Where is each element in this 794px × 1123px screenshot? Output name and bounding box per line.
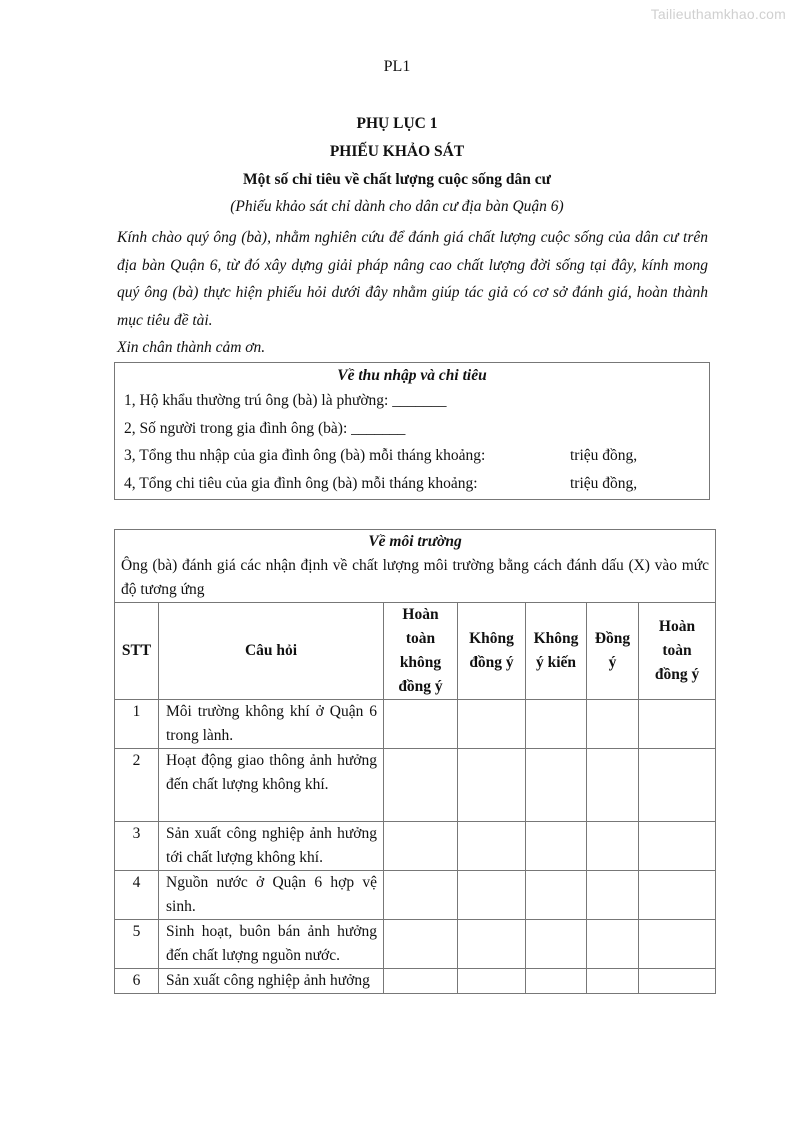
intro-paragraph: Kính chào quý ông (bà), nhằm nghiên cứu để đánh giá chất lượng cuộc sống của dân cư trên địa bàn Quận 6, từ đó xây dựng giải pháp nâng cao chất lượng đời sống tại đây, kính mong quý ông (bà) thực hiện phiếu hỏi dưới đây nhằm giúp tác giả có cơ sở đánh giá, hoàn thành mục tiêu đề tài. [117, 229, 708, 329]
answer-cell-agree[interactable] [587, 969, 639, 994]
answer-cell-disagree[interactable] [458, 700, 526, 749]
row-stt: 3 [115, 822, 159, 871]
row-stt: 2 [115, 749, 159, 822]
answer-cell-strongly-agree[interactable] [639, 871, 716, 920]
row-question: Môi trường không khí ở Quận 6 trong lành. [159, 700, 384, 749]
income-item-unit: triệu đồng, [570, 474, 638, 492]
environment-table [114, 529, 716, 994]
environment-instruction: Ông (bà) đánh giá các nhận định về chất lượng môi trường bằng cách đánh dấu (X) vào mức độ tương ứng [121, 557, 710, 598]
row-stt: 5 [115, 920, 159, 969]
answer-cell-strongly-disagree[interactable] [384, 871, 458, 920]
column-header-disagree: Không đồng ý [458, 603, 526, 700]
column-header-strongly-agree: Hoàn toàn đồng ý [639, 603, 716, 700]
income-section [114, 362, 710, 500]
answer-cell-strongly-disagree[interactable] [384, 822, 458, 871]
income-item-label: 3, Tổng thu nhập của gia đình ông (bà) mỗi tháng khoảng: [124, 447, 486, 464]
environment-title: Về môi trường [368, 533, 462, 550]
column-header-neutral: Không ý kiến [526, 603, 587, 700]
environment-header [115, 530, 716, 603]
answer-cell-neutral[interactable] [526, 822, 587, 871]
row-question: Sản xuất công nghiệp ảnh hưởng tới chất lượng không khí. [159, 822, 384, 871]
answer-cell-agree[interactable] [587, 920, 639, 969]
answer-cell-neutral[interactable] [526, 700, 587, 749]
table-row [115, 920, 716, 969]
answer-cell-strongly-agree[interactable] [639, 749, 716, 822]
row-stt: 6 [115, 969, 159, 994]
page-label: PL1 [383, 58, 411, 75]
answer-cell-strongly-disagree[interactable] [384, 700, 458, 749]
row-stt: 4 [115, 871, 159, 920]
answer-cell-disagree[interactable] [458, 920, 526, 969]
answer-cell-neutral[interactable] [526, 969, 587, 994]
answer-cell-strongly-disagree[interactable] [384, 749, 458, 822]
watermark: Tailieuthamkhao.com [650, 6, 786, 22]
row-question: Sinh hoạt, buôn bán ảnh hưởng đến chất lượng nguồn nước. [159, 920, 384, 969]
column-header-question: Câu hỏi [159, 603, 384, 700]
table-row [115, 700, 716, 749]
intro-text [117, 224, 708, 362]
answer-cell-neutral[interactable] [526, 920, 587, 969]
form-subtitle: Một số chỉ tiêu về chất lượng cuộc sống dân cư [243, 171, 551, 188]
income-section-title: Về thu nhập và chi tiêu [337, 367, 487, 384]
answer-cell-neutral[interactable] [526, 871, 587, 920]
row-stt: 1 [115, 700, 159, 749]
income-item-label: 2, Số người trong gia đình ông (bà): _______ [124, 419, 406, 437]
income-item-unit: triệu đồng, [570, 447, 638, 464]
answer-cell-strongly-agree[interactable] [639, 822, 716, 871]
column-header-stt: STT [115, 603, 159, 700]
form-note: (Phiếu khảo sát chỉ dành cho dân cư địa bàn Quận 6) [230, 198, 564, 215]
intro-thanks: Xin chân thành cảm ơn. [117, 339, 266, 356]
column-header-agree: Đồng ý [587, 603, 639, 700]
column-header-strongly-disagree: Hoàn toàn không đồng ý [384, 603, 458, 700]
answer-cell-disagree[interactable] [458, 749, 526, 822]
answer-cell-strongly-agree[interactable] [639, 700, 716, 749]
answer-cell-agree[interactable] [587, 871, 639, 920]
answer-cell-disagree[interactable] [458, 969, 526, 994]
income-item-label: 4, Tổng chi tiêu của gia đình ông (bà) mỗi tháng khoảng: [124, 474, 478, 492]
answer-cell-strongly-disagree[interactable] [384, 920, 458, 969]
answer-cell-disagree[interactable] [458, 871, 526, 920]
answer-cell-neutral[interactable] [526, 749, 587, 822]
row-question: Hoạt động giao thông ảnh hưởng đến chất lượng không khí. [159, 749, 384, 822]
row-question: Sản xuất công nghiệp ảnh hưởng [159, 969, 384, 994]
answer-cell-agree[interactable] [587, 749, 639, 822]
income-item[interactable] [115, 470, 709, 498]
appendix-title: PHỤ LỤC 1 [356, 115, 438, 132]
form-title: PHIẾU KHẢO SÁT [329, 143, 465, 160]
table-row [115, 822, 716, 871]
answer-cell-strongly-agree[interactable] [639, 920, 716, 969]
income-item[interactable] [115, 442, 709, 470]
answer-cell-strongly-disagree[interactable] [384, 969, 458, 994]
answer-cell-agree[interactable] [587, 822, 639, 871]
table-row [115, 749, 716, 822]
income-item-label: 1, Hộ khẩu thường trú ông (bà) là phường: _______ [124, 392, 447, 409]
answer-cell-agree[interactable] [587, 700, 639, 749]
table-row [115, 871, 716, 920]
income-item[interactable] [115, 387, 709, 415]
table-row [115, 969, 716, 994]
row-question: Nguồn nước ở Quận 6 hợp vệ sinh. [159, 871, 384, 920]
answer-cell-disagree[interactable] [458, 822, 526, 871]
income-item[interactable] [115, 415, 709, 443]
answer-cell-strongly-agree[interactable] [639, 969, 716, 994]
